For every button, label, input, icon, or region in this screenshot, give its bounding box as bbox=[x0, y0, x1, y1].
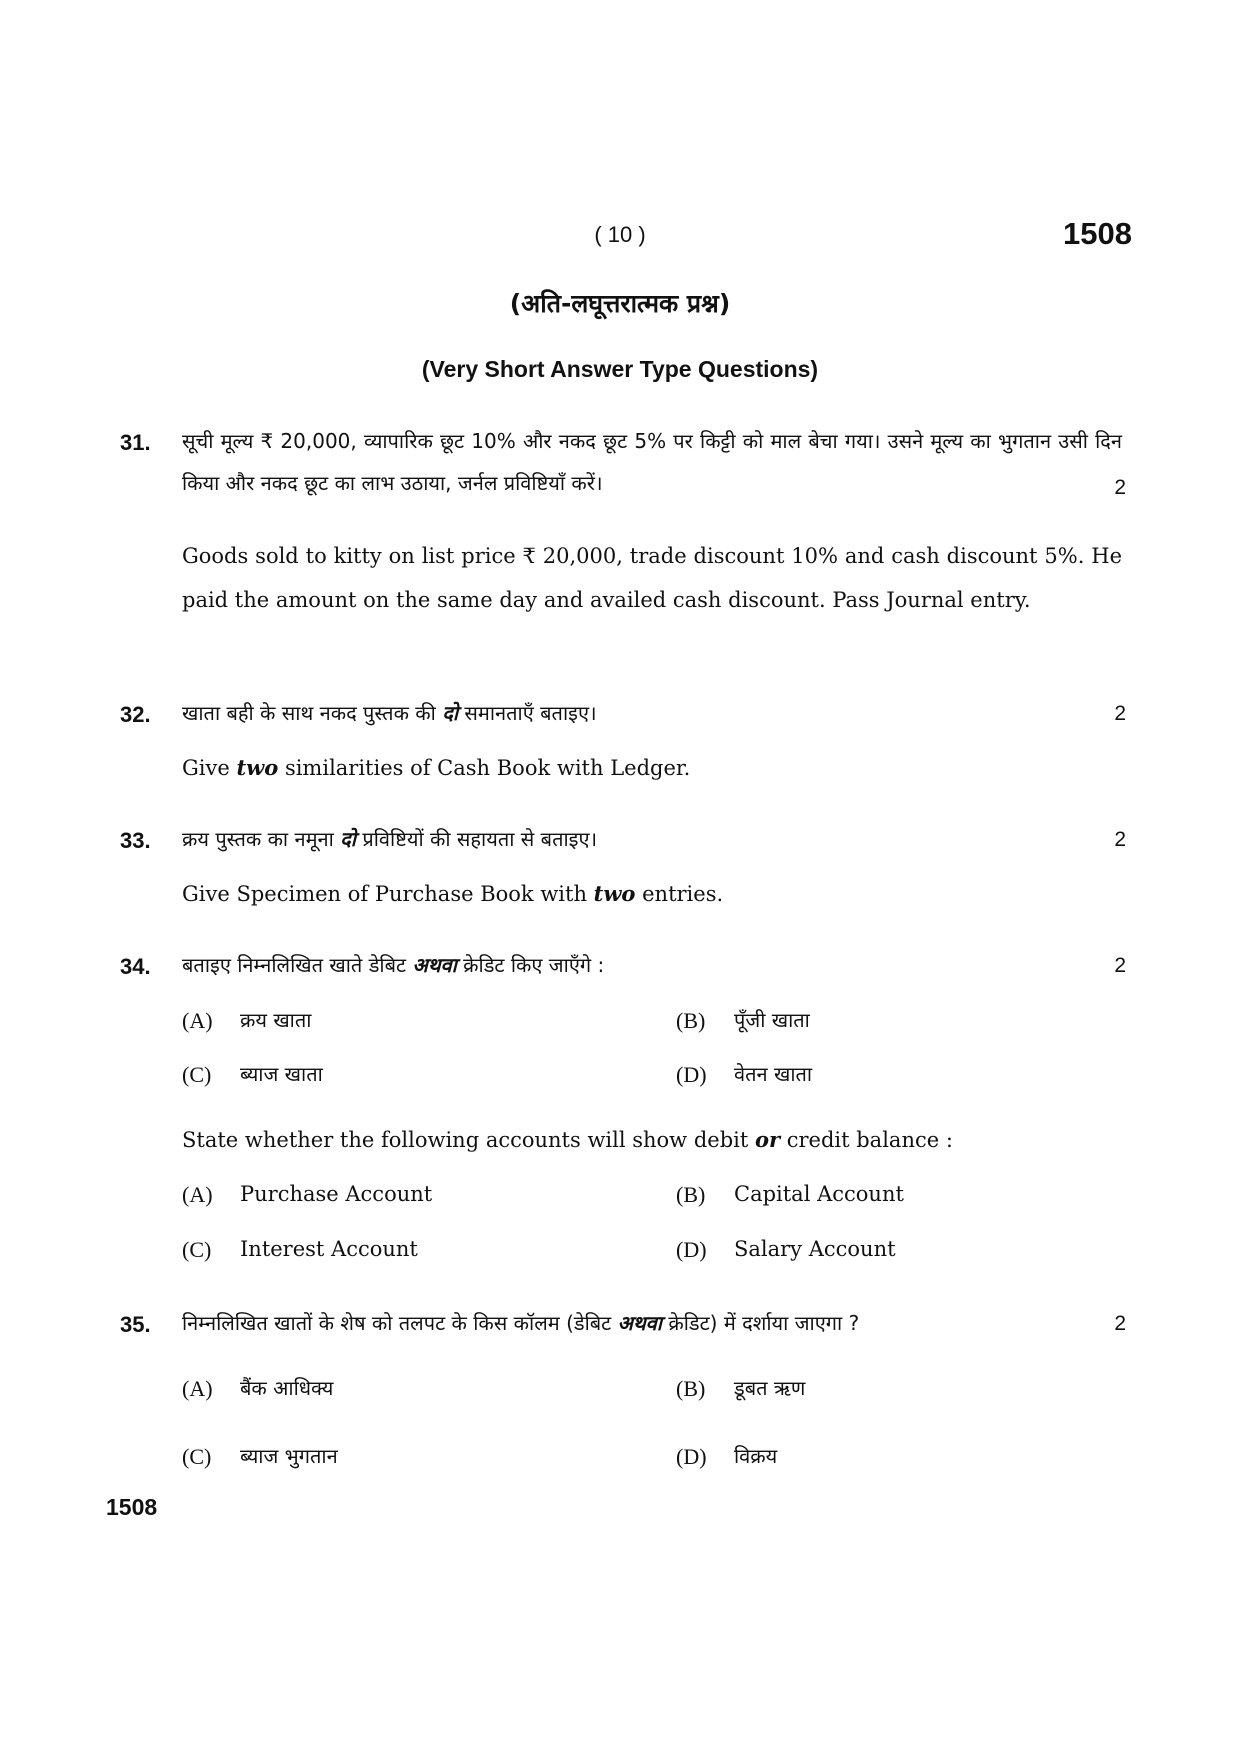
option-label: (B) bbox=[676, 1008, 706, 1033]
paper-code: 1508 bbox=[1063, 216, 1132, 251]
option-label: (A) bbox=[182, 1008, 213, 1033]
text-segment: खाता बही के साथ नकद पुस्तक की bbox=[182, 701, 443, 725]
option-text: वेतन खाता bbox=[734, 1062, 813, 1086]
question-text-hindi bbox=[182, 818, 1122, 860]
option-text: ब्याज खाता bbox=[240, 1062, 323, 1086]
question-number: 35. bbox=[120, 1312, 151, 1337]
emphasis: two bbox=[593, 881, 636, 906]
text-segment: निम्नलिखित खातों के शेष को तलपट के किस कॉलम (डेबिट bbox=[182, 1311, 618, 1335]
text-segment: similarities of Cash Book with Ledger. bbox=[278, 756, 691, 780]
question-marks: 2 bbox=[1114, 1312, 1126, 1335]
question-text-hindi bbox=[182, 1302, 1122, 1344]
section-title-english: (Very Short Answer Type Questions) bbox=[421, 356, 819, 382]
option-text: Salary Account bbox=[734, 1237, 896, 1261]
question-text-hindi bbox=[182, 944, 1122, 986]
text-segment: प्रविष्टियों की सहायता से बताइए। bbox=[355, 827, 598, 851]
emphasis: दो bbox=[340, 827, 356, 851]
option-text: Interest Account bbox=[240, 1237, 418, 1261]
option-text: ब्याज भुगतान bbox=[240, 1444, 338, 1468]
emphasis: अथवा bbox=[412, 953, 457, 977]
text-segment: क्रय पुस्तक का नमूना bbox=[182, 827, 341, 851]
question-marks: 2 bbox=[1114, 954, 1126, 977]
emphasis: two bbox=[236, 755, 279, 780]
question-text-hindi: सूची मूल्य ₹ 20,000, व्यापारिक छूट 10% और नकद छूट 5% पर किट्टी को माल बेचा गया। उसने मूल्य का भुगतान उसी दिन किया और नकद छूट का लाभ उठाया, जर्नल प्रविष्टियाँ करें। bbox=[182, 429, 1122, 495]
option-text: पूँजी खाता bbox=[734, 1008, 810, 1032]
page-number: ( 10 ) bbox=[594, 222, 646, 247]
text-segment: State whether the following accounts will show debit bbox=[182, 1128, 755, 1152]
text-segment: क्रेडिट किए जाएँगे : bbox=[456, 953, 605, 977]
question-marks: 2 bbox=[1114, 702, 1126, 725]
question-number: 31. bbox=[120, 430, 151, 455]
question-marks: 2 bbox=[1114, 828, 1126, 851]
option-label: (A) bbox=[182, 1376, 213, 1401]
question-text-english bbox=[182, 746, 1122, 790]
option-label: (B) bbox=[676, 1182, 706, 1207]
question-number: 32. bbox=[120, 702, 151, 727]
option-label: (B) bbox=[676, 1376, 706, 1401]
option-text: बैंक आधिक्य bbox=[240, 1376, 334, 1400]
question-text-english: Goods sold to kitty on list price ₹ 20,000, trade discount 10% and cash discount 5%. He paid the amount on the same day and availed cash discount. Pass Journal entry. bbox=[182, 544, 1122, 612]
option-text: Purchase Account bbox=[240, 1182, 433, 1206]
emphasis: दो bbox=[442, 701, 459, 725]
option-label: (D) bbox=[676, 1062, 707, 1087]
emphasis: or bbox=[754, 1127, 781, 1152]
question-number: 33. bbox=[120, 828, 151, 853]
option-label: (C) bbox=[182, 1062, 212, 1087]
text-segment: बताइए निम्नलिखित खाते डेबिट bbox=[182, 953, 413, 977]
option-text: डूबत ऋण bbox=[734, 1376, 806, 1400]
text-segment: क्रेडिट) में दर्शाया जाएगा ? bbox=[662, 1311, 860, 1335]
option-text: Capital Account bbox=[734, 1182, 904, 1206]
option-label: (D) bbox=[676, 1444, 707, 1469]
option-label: (C) bbox=[182, 1444, 212, 1469]
option-label: (D) bbox=[676, 1237, 707, 1262]
section-title-hindi: (अति-लघूत्तरात्मक प्रश्न) bbox=[509, 289, 731, 318]
question-text-english bbox=[182, 1118, 1122, 1162]
question-marks: 2 bbox=[1114, 476, 1126, 499]
option-label: (A) bbox=[182, 1182, 213, 1207]
option-label: (C) bbox=[182, 1237, 212, 1262]
emphasis: अथवा bbox=[617, 1311, 662, 1335]
footer-paper-code: 1508 bbox=[106, 1494, 158, 1520]
question-text-english bbox=[182, 872, 1122, 916]
question-number: 34. bbox=[120, 954, 151, 979]
text-segment: entries. bbox=[635, 882, 724, 906]
text-segment: Give Specimen of Purchase Book with bbox=[182, 882, 594, 906]
text-segment: समानताएँ बताइए। bbox=[458, 701, 597, 725]
option-text: क्रय खाता bbox=[240, 1008, 312, 1032]
text-segment: Give bbox=[182, 756, 237, 780]
option-text: विक्रय bbox=[734, 1444, 778, 1468]
text-segment: credit balance : bbox=[780, 1128, 953, 1152]
question-text-hindi bbox=[182, 692, 1122, 734]
